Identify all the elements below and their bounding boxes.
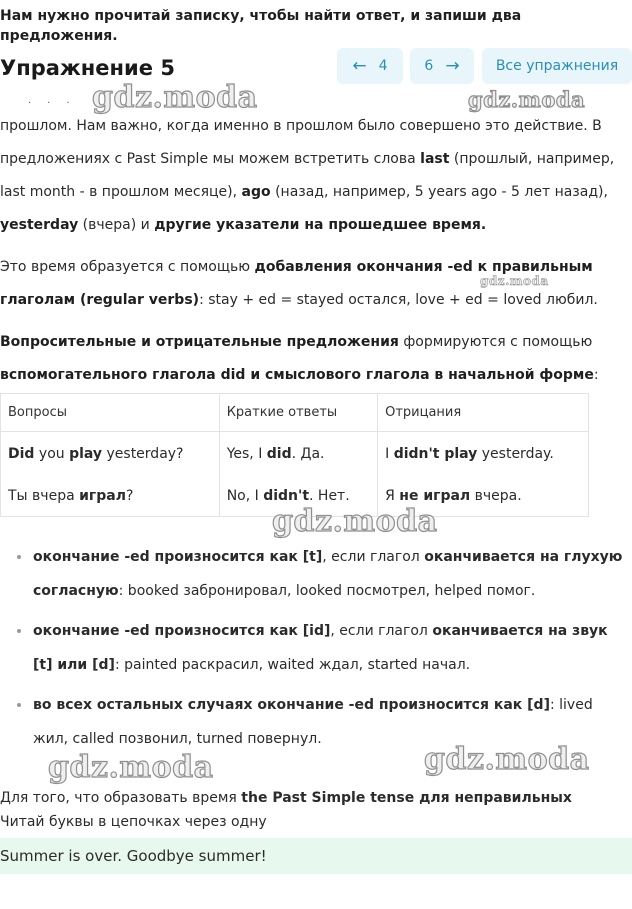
table-cell: Did you play yesterday? <box>1 432 220 477</box>
watermark-logo: gdz.moda <box>272 504 438 539</box>
answer-box: Summer is over. Goodbye summer! <box>0 838 632 874</box>
next-exercise-button[interactable] <box>410 48 474 84</box>
exercise-title: Упражнение 5 <box>0 56 175 80</box>
watermark-logo: gdz.moda <box>92 80 258 115</box>
list-item: окончание -ed произносится как [t], если глагол оканчивается на глухую согласную: booked забронировал, looked посмотрел, helped помог. <box>0 540 632 608</box>
all-exercises-label: Все упражнения <box>495 58 619 74</box>
theory-paragraph-1: прошлом. Нам важно, когда именно в прошлом было совершено это действие. В предложениях с Past Simple мы можем встретить слова last (прошлый, например, last month - в прошлом месяце), ago (назад, например, 5 years ago - 5 лет назад), yesterday (вчера) и другие указатели на прошедшее время. <box>0 118 615 233</box>
pronunciation-rules-list <box>0 540 632 762</box>
prev-exercise-button[interactable] <box>337 48 403 84</box>
table-header-negations: Отрицания <box>378 394 589 432</box>
table-cell: Я не играл вчера. <box>378 477 589 517</box>
theory-paragraph-3: Вопросительные и отрицательные предложения формируются с помощью вспомогательного глагола did и смыслового глагола в начальной форме: <box>0 334 599 383</box>
irregular-verbs-text: Для того, что образовать время the Past Simple tense для неправильных <box>0 790 572 806</box>
table-header-row <box>1 394 589 432</box>
table-header-short-answers: Краткие ответы <box>219 394 377 432</box>
watermark-logo: gdz.moda <box>48 750 214 785</box>
did-usage-table <box>0 393 589 517</box>
watermark-logo: gdz.moda <box>480 274 549 288</box>
all-exercises-button[interactable] <box>482 48 632 84</box>
table-cell: Yes, I did. Да. <box>219 432 377 477</box>
prev-exercise-label: 4 <box>378 58 388 74</box>
arrow-right-icon: → <box>445 55 460 76</box>
theory-paragraph-2: Это время образуется с помощью добавления окончания -ed к правильным глаголам (regular verbs): stay + ed = stayed остался, love + ed = loved любил. <box>0 259 598 308</box>
list-item: окончание -ed произносится как [id], если глагол оканчивается на звук [t] или [d]: painted раскрасил, waited ждал, started начал. <box>0 614 632 682</box>
chain-reading-hint: Читай буквы в цепочках через одну <box>0 814 267 830</box>
list-item: во всех остальных случаях окончание -ed произносится как [d]: lived жил, called позвонил, turned повернул. <box>0 688 632 756</box>
table-row <box>1 432 589 477</box>
table-cell: I didn't play yesterday. <box>378 432 589 477</box>
watermark-logo: gdz.moda <box>424 742 590 777</box>
table-cell: No, I didn't. Нет. <box>219 477 377 517</box>
arrow-left-icon: ← <box>352 55 367 76</box>
next-exercise-label: 6 <box>424 58 434 74</box>
text-fragment: ··· <box>28 98 86 109</box>
table-header-questions: Вопросы <box>1 394 220 432</box>
table-cell: Ты вчера играл? <box>1 477 220 517</box>
task-instruction: Нам нужно прочитай записку, чтобы найти ответ, и запиши два предложения. <box>0 8 522 44</box>
watermark-logo: gdz.moda <box>468 87 586 112</box>
